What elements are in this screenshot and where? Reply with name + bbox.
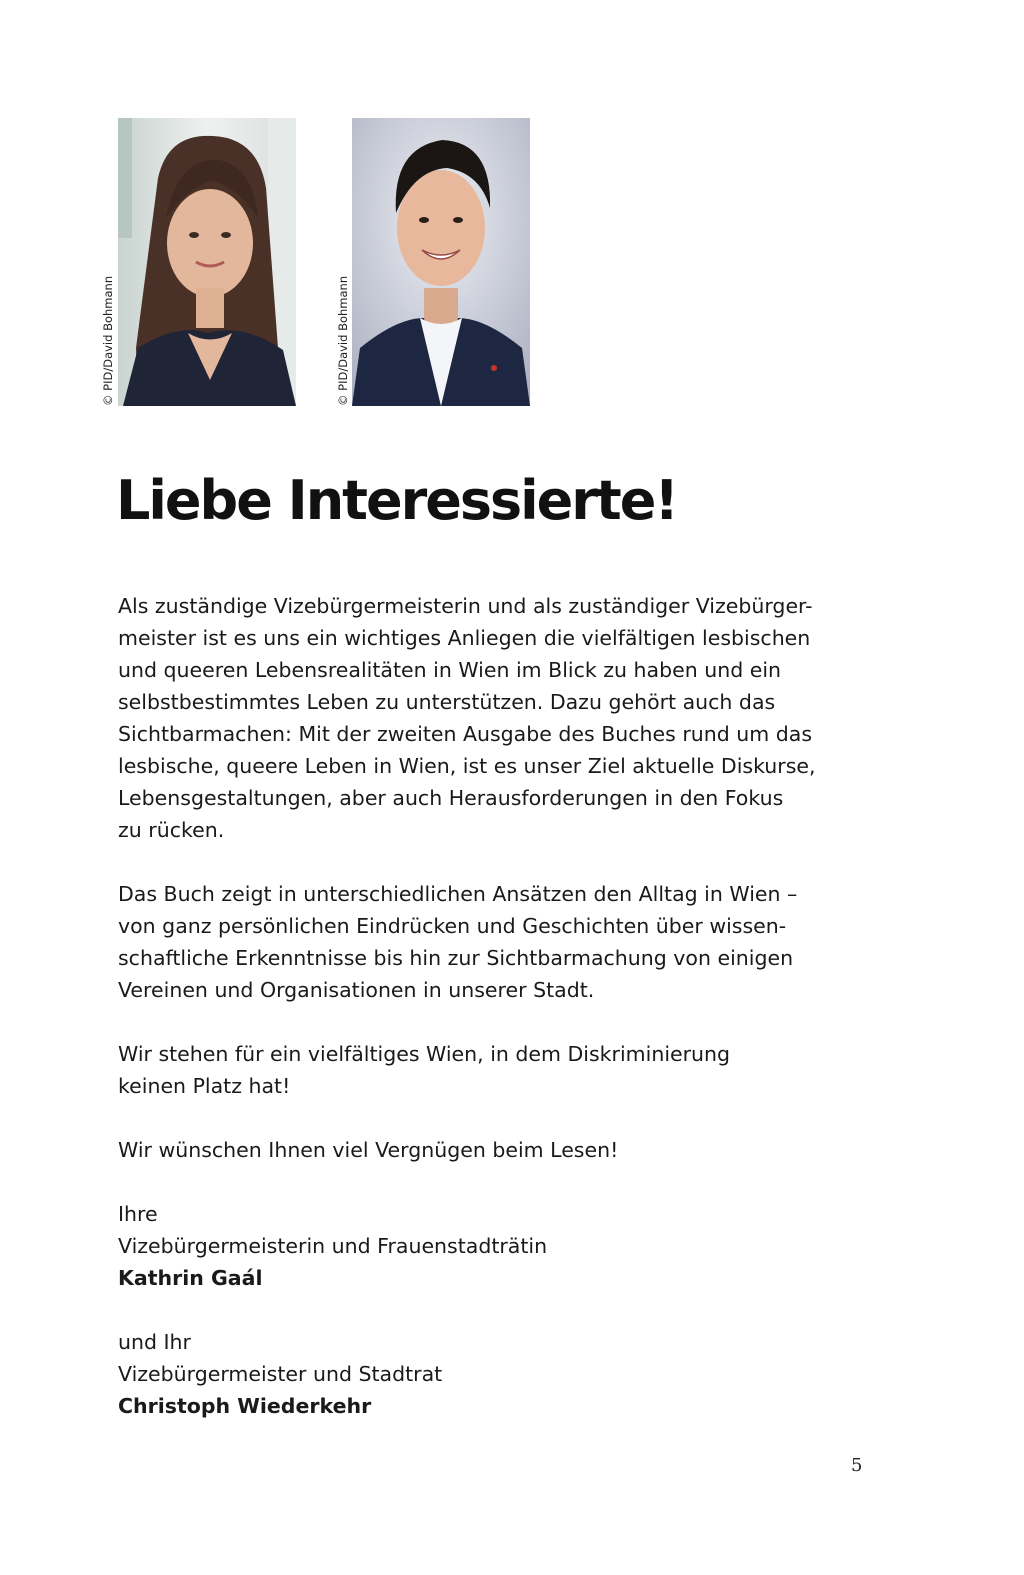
text-line: lesbische, queere Leben in Wien, ist es unser Ziel aktuelle Diskurse,: [118, 754, 816, 778]
paragraph-4: [118, 1134, 898, 1166]
text-line: Lebensgestaltungen, aber auch Herausforderungen in den Fokus: [118, 786, 784, 810]
text-line: Als zuständige Vizebürgermeisterin und als zuständiger Vizebürger-: [118, 594, 813, 618]
text-line: Wir wünschen Ihnen viel Vergnügen beim Lesen!: [118, 1138, 619, 1162]
paragraph-1: [118, 590, 898, 846]
text-line: Vereinen und Organisationen in unserer Stadt.: [118, 978, 595, 1002]
portrait-photo-christoph-wiederkehr: [352, 118, 530, 406]
signature-block-1: [118, 1198, 898, 1294]
text-line: schaftliche Erkenntnisse bis hin zur Sichtbarmachung von einigen: [118, 946, 794, 970]
text-line: Wir stehen für ein vielfältiges Wien, in dem Diskriminierung: [118, 1042, 731, 1066]
page-title: Liebe Interessierte!: [116, 469, 677, 532]
signature-name: Kathrin Gaál: [118, 1266, 263, 1290]
text-line: Das Buch zeigt in unterschiedlichen Ansätzen den Alltag in Wien –: [118, 882, 798, 906]
signature-salutation: und Ihr: [118, 1330, 191, 1354]
signature-title: Vizebürgermeister und Stadtrat: [118, 1362, 443, 1386]
page-number: 5: [851, 1455, 863, 1476]
signature-name: Christoph Wiederkehr: [118, 1394, 372, 1418]
text-line: und queeren Lebensrealitäten in Wien im Blick zu haben und ein: [118, 658, 782, 682]
signature-block-2: [118, 1326, 898, 1422]
text-line: Sichtbarmachen: Mit der zweiten Ausgabe des Buches rund um das: [118, 722, 813, 746]
paragraph-2: [118, 878, 898, 1006]
signature-title: Vizebürgermeisterin und Frauenstadträtin: [118, 1234, 548, 1258]
text-line: selbstbestimmtes Leben zu unterstützen. Dazu gehört auch das: [118, 690, 776, 714]
text-line: meister ist es uns ein wichtiges Anliegen die vielfältigen lesbischen: [118, 626, 811, 650]
paragraph-3: [118, 1038, 898, 1102]
text-line: zu rücken.: [118, 818, 225, 842]
signature-salutation: Ihre: [118, 1202, 158, 1226]
photo-credit: © PID/David Bohmann: [336, 275, 350, 406]
portrait-photo-kathrin-gaal: [118, 118, 296, 406]
photo-credit: © PID/David Bohmann: [101, 275, 115, 406]
body-text: [118, 590, 898, 1422]
text-line: keinen Platz hat!: [118, 1074, 291, 1098]
text-line: von ganz persönlichen Eindrücken und Geschichten über wissen-: [118, 914, 787, 938]
